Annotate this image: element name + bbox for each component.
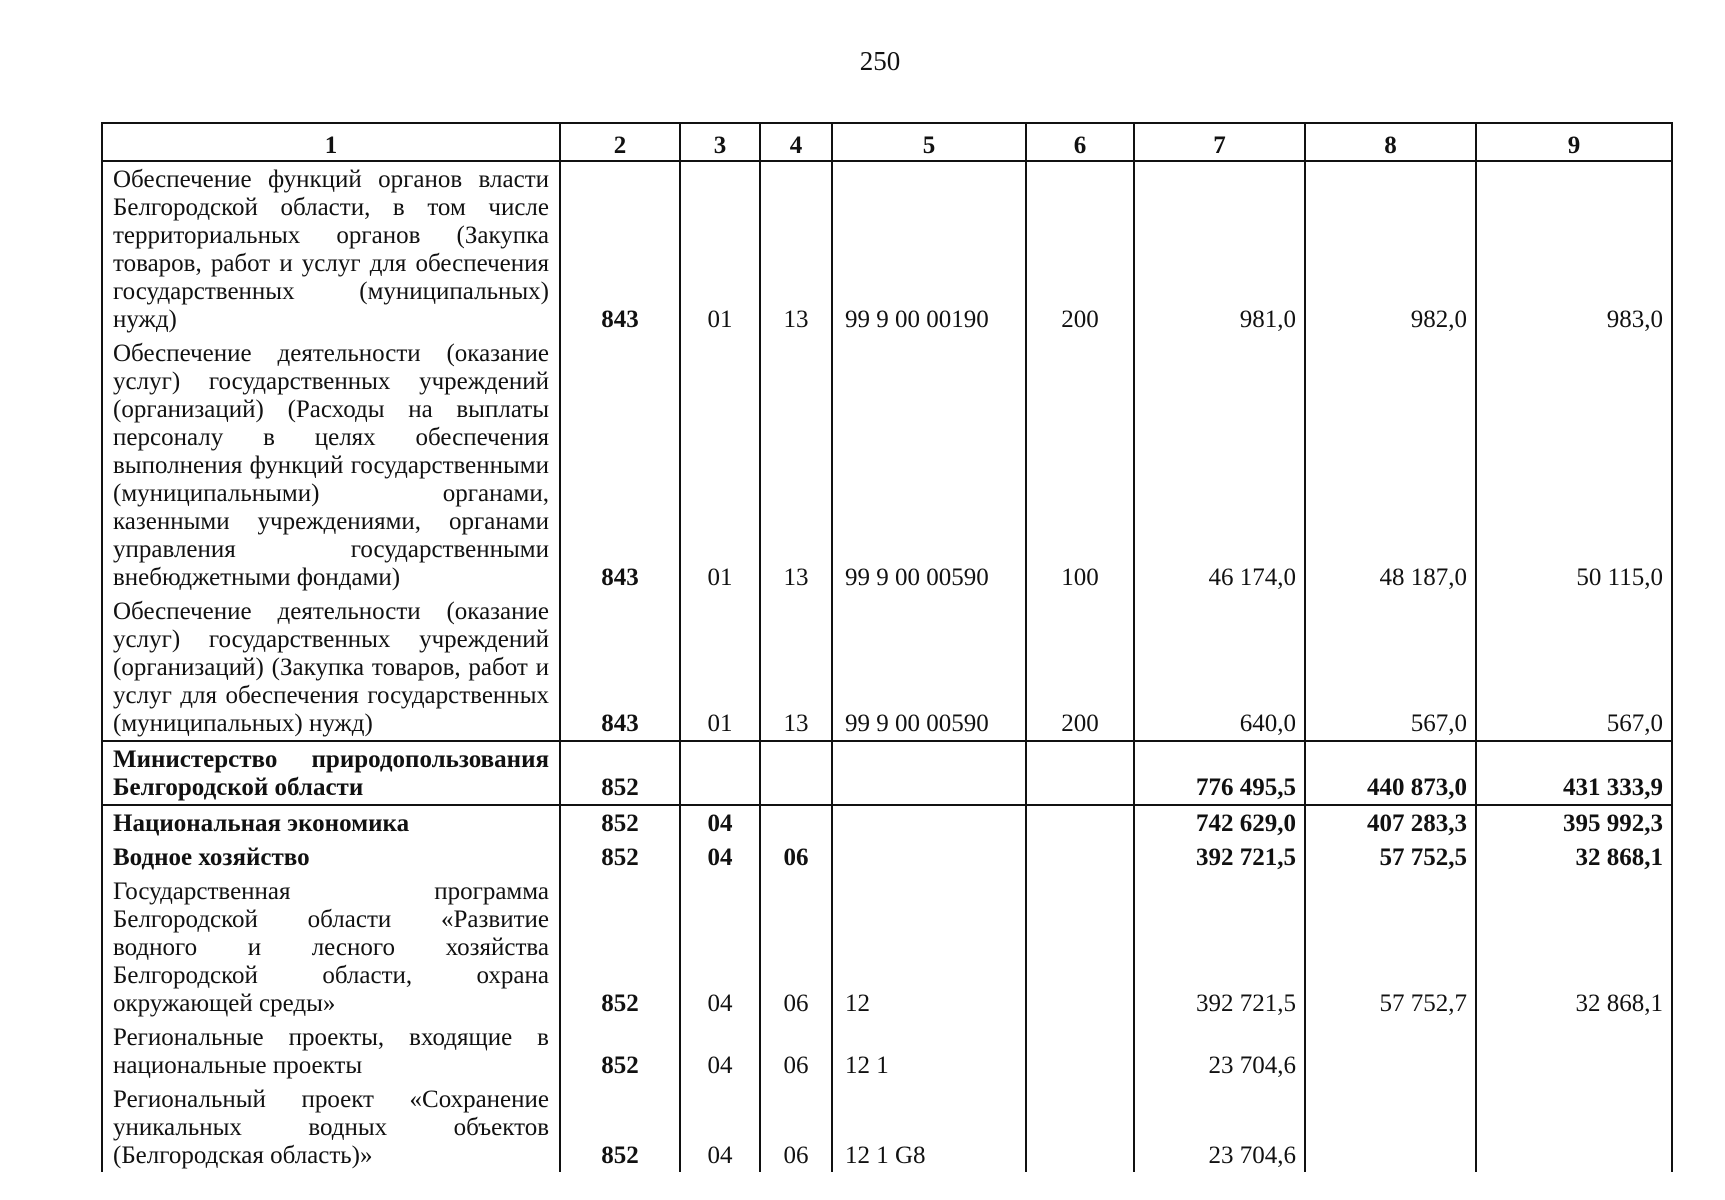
row-pr: 06 xyxy=(760,840,832,874)
row-pr: 13 xyxy=(760,336,832,594)
row-value-8: 440 873,0 xyxy=(1305,741,1476,805)
page-number: 250 xyxy=(859,46,901,76)
row-value-9: 32 868,1 xyxy=(1476,840,1672,874)
row-ved: 852 xyxy=(560,840,680,874)
table-row xyxy=(102,1082,1672,1172)
row-value-9 xyxy=(1476,1082,1672,1172)
row-csr: 12 1 xyxy=(832,1020,1026,1082)
row-csr: 12 1 G8 xyxy=(832,1082,1026,1172)
table-row-subsection xyxy=(102,840,1672,874)
row-rz: 04 xyxy=(680,1082,760,1172)
row-ved: 843 xyxy=(560,594,680,741)
row-value-8 xyxy=(1305,1082,1476,1172)
row-pr: 13 xyxy=(760,594,832,741)
row-name: Национальная экономика xyxy=(102,805,560,840)
row-name: Региональные проекты, входящие в национальные проекты xyxy=(102,1020,560,1082)
row-vr: 200 xyxy=(1026,161,1134,336)
row-csr: 12 xyxy=(832,874,1026,1020)
row-vr: 100 xyxy=(1026,336,1134,594)
row-pr xyxy=(760,741,832,805)
table-row xyxy=(102,336,1672,594)
row-value-7: 776 495,5 xyxy=(1134,741,1305,805)
table-row xyxy=(102,594,1672,741)
header-col-2: 2 xyxy=(560,123,680,161)
row-csr: 99 9 00 00590 xyxy=(832,594,1026,741)
row-rz: 04 xyxy=(680,874,760,1020)
row-name: Обеспечение функций органов власти Белгородской области, в том числе территориальных органов (Закупка товаров, работ и услуг для обеспечения государственных (муниципальных) нужд) xyxy=(102,161,560,336)
row-ved: 852 xyxy=(560,874,680,1020)
row-vr xyxy=(1026,1082,1134,1172)
row-ved: 852 xyxy=(560,1020,680,1082)
row-name: Обеспечение деятельности (оказание услуг) государственных учреждений (организаций) (Расходы на выплаты персоналу в целях обеспечения выполнения функций государственными (муниципальными) органами, казенными учреждениями, органами управления государственными внебюджетными фондами) xyxy=(102,336,560,594)
header-col-8: 8 xyxy=(1305,123,1476,161)
row-csr xyxy=(832,741,1026,805)
row-name: Министерство природопользования Белгородской области xyxy=(102,741,560,805)
row-ved: 852 xyxy=(560,805,680,840)
row-value-7: 23 704,6 xyxy=(1134,1082,1305,1172)
row-value-9 xyxy=(1476,1020,1672,1082)
row-vr xyxy=(1026,840,1134,874)
row-value-8: 567,0 xyxy=(1305,594,1476,741)
row-value-8 xyxy=(1305,1020,1476,1082)
table-row xyxy=(102,874,1672,1020)
row-value-8: 982,0 xyxy=(1305,161,1476,336)
row-ved: 852 xyxy=(560,741,680,805)
header-col-3: 3 xyxy=(680,123,760,161)
row-value-9: 567,0 xyxy=(1476,594,1672,741)
row-csr: 99 9 00 00590 xyxy=(832,336,1026,594)
row-value-7: 640,0 xyxy=(1134,594,1305,741)
row-value-8: 57 752,5 xyxy=(1305,840,1476,874)
table-row-ministry xyxy=(102,741,1672,805)
budget-table xyxy=(101,122,1673,1172)
header-col-6: 6 xyxy=(1026,123,1134,161)
row-name: Обеспечение деятельности (оказание услуг) государственных учреждений (организаций) (Закупка товаров, работ и услуг для обеспечения государственных (муниципальных) нужд) xyxy=(102,594,560,741)
row-name: Водное хозяйство xyxy=(102,840,560,874)
header-col-4: 4 xyxy=(760,123,832,161)
header-col-1: 1 xyxy=(102,123,560,161)
row-value-7: 392 721,5 xyxy=(1134,840,1305,874)
row-value-9: 32 868,1 xyxy=(1476,874,1672,1020)
row-csr: 99 9 00 00190 xyxy=(832,161,1026,336)
table-row xyxy=(102,1020,1672,1082)
row-csr xyxy=(832,840,1026,874)
row-vr xyxy=(1026,1020,1134,1082)
row-value-8: 407 283,3 xyxy=(1305,805,1476,840)
row-pr: 06 xyxy=(760,1082,832,1172)
row-name: Региональный проект «Сохранение уникальных водных объектов (Белгородская область)» xyxy=(102,1082,560,1172)
row-pr: 06 xyxy=(760,874,832,1020)
row-vr: 200 xyxy=(1026,594,1134,741)
row-rz xyxy=(680,741,760,805)
row-ved: 843 xyxy=(560,336,680,594)
row-value-7: 742 629,0 xyxy=(1134,805,1305,840)
row-pr xyxy=(760,805,832,840)
row-ved: 843 xyxy=(560,161,680,336)
row-rz: 01 xyxy=(680,336,760,594)
row-vr xyxy=(1026,741,1134,805)
header-col-7: 7 xyxy=(1134,123,1305,161)
row-value-9: 50 115,0 xyxy=(1476,336,1672,594)
row-value-9: 395 992,3 xyxy=(1476,805,1672,840)
table-row-section xyxy=(102,805,1672,840)
row-pr: 06 xyxy=(760,1020,832,1082)
row-rz: 01 xyxy=(680,161,760,336)
header-col-5: 5 xyxy=(832,123,1026,161)
row-ved: 852 xyxy=(560,1082,680,1172)
row-value-7: 23 704,6 xyxy=(1134,1020,1305,1082)
row-rz: 04 xyxy=(680,805,760,840)
row-value-9: 431 333,9 xyxy=(1476,741,1672,805)
row-value-7: 46 174,0 xyxy=(1134,336,1305,594)
row-value-8: 48 187,0 xyxy=(1305,336,1476,594)
row-rz: 04 xyxy=(680,840,760,874)
header-col-9: 9 xyxy=(1476,123,1672,161)
row-rz: 04 xyxy=(680,1020,760,1082)
row-rz: 01 xyxy=(680,594,760,741)
row-value-9: 983,0 xyxy=(1476,161,1672,336)
row-vr xyxy=(1026,874,1134,1020)
row-name: Государственная программа Белгородской области «Развитие водного и лесного хозяйства Белгородской области, охрана окружающей среды» xyxy=(102,874,560,1020)
row-value-8: 57 752,7 xyxy=(1305,874,1476,1020)
row-csr xyxy=(832,805,1026,840)
row-vr xyxy=(1026,805,1134,840)
header-row xyxy=(102,123,1672,161)
row-value-7: 981,0 xyxy=(1134,161,1305,336)
row-pr: 13 xyxy=(760,161,832,336)
row-value-7: 392 721,5 xyxy=(1134,874,1305,1020)
table-row xyxy=(102,161,1672,336)
